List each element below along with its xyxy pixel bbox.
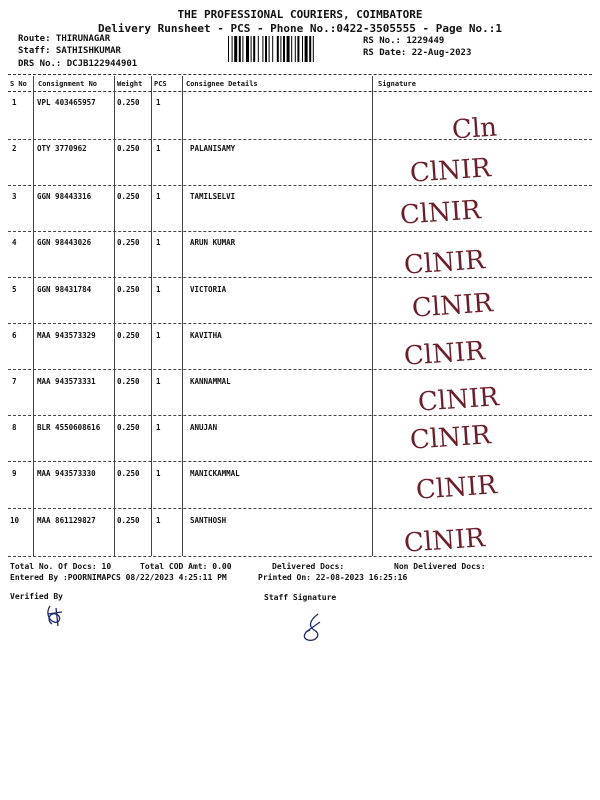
row-pcs: 1 <box>156 469 161 478</box>
barcode-bar <box>272 36 273 62</box>
row-separator <box>8 185 592 186</box>
col-consignee: Consignee Details <box>186 80 258 88</box>
row-consignment: MAA 943573330 <box>37 469 96 478</box>
row-signature: ClNIR <box>409 153 492 189</box>
verified-by-label: Verified By <box>10 592 63 601</box>
row-separator <box>8 461 592 462</box>
staff-signature-scribble <box>298 612 328 644</box>
row-weight: 0.250 <box>117 377 140 386</box>
barcode-bar <box>262 36 263 62</box>
rs-number: RS No.: 1229449 <box>363 36 445 46</box>
column-divider <box>114 76 115 556</box>
runsheet-subtitle: Delivery Runsheet - PCS - Phone No.:0422-3505555 - Page No.:1 <box>98 22 502 35</box>
row-signature: ClNIR <box>403 245 486 281</box>
row-sno: 8 <box>12 423 17 432</box>
row-consignee: SANTHOSH <box>190 516 227 525</box>
header-rule-bottom <box>8 91 592 92</box>
row-separator <box>8 369 592 370</box>
row-pcs: 1 <box>156 144 161 153</box>
row-pcs: 1 <box>156 238 161 247</box>
row-pcs: 1 <box>156 377 161 386</box>
row-consignee: PALANISAMY <box>190 144 236 153</box>
verifier-signature-scribble <box>42 602 68 628</box>
row-consignee: MANICKAMMAL <box>190 469 240 478</box>
barcode-bar <box>269 36 270 62</box>
row-pcs: 1 <box>156 98 161 107</box>
barcode-bar <box>283 36 285 62</box>
row-consignment: GGN 98443316 <box>37 192 92 201</box>
barcode-bar <box>228 36 229 62</box>
rs-date: RS Date: 22-Aug-2023 <box>363 48 472 58</box>
row-consignment: VPL 403465957 <box>37 98 96 107</box>
row-signature: ClNIR <box>403 523 486 559</box>
entered-by: Entered By :POORNIMAPCS 08/22/2023 4:25:11 PM <box>10 573 227 582</box>
barcode-bar <box>258 36 259 62</box>
barcode-bar <box>297 36 299 62</box>
row-consignment: MAA 943573329 <box>37 331 96 340</box>
row-signature: ClNIR <box>409 420 492 456</box>
printed-on: Printed On: 22-08-2023 16:25:16 <box>258 573 408 582</box>
row-pcs: 1 <box>156 192 161 201</box>
row-signature: ClNIR <box>417 382 500 418</box>
row-consignment: GGN 98443026 <box>37 238 92 247</box>
barcode-bar <box>242 36 243 62</box>
row-consignee: KANNAMMAL <box>190 377 231 386</box>
barcode-bar <box>287 36 290 62</box>
row-weight: 0.250 <box>117 98 140 107</box>
row-consignment: GGN 98431784 <box>37 285 92 294</box>
col-signature: Signature <box>378 80 416 88</box>
barcode-bar <box>277 36 279 62</box>
non-delivered-docs: Non Delivered Docs: <box>394 562 486 571</box>
row-consignee: VICTORIA <box>190 285 227 294</box>
drs-number: DRS No.: DCJB122944901 <box>18 59 138 69</box>
row-consignee: ARUN KUMAR <box>190 238 236 247</box>
delivered-docs: Delivered Docs: <box>272 562 345 571</box>
row-weight: 0.250 <box>117 516 140 525</box>
row-signature: ClNIR <box>411 288 494 324</box>
row-sno: 6 <box>12 331 17 340</box>
row-weight: 0.250 <box>117 144 140 153</box>
barcode-bar <box>232 36 233 62</box>
row-separator <box>8 323 592 324</box>
barcode-bar <box>291 36 292 62</box>
row-weight: 0.250 <box>117 238 140 247</box>
col-pcs: PCS <box>154 80 167 88</box>
column-divider <box>372 76 373 556</box>
staff-label: Staff: SATHISHKUMAR <box>18 46 121 56</box>
row-signature: Cln <box>451 112 498 146</box>
column-divider <box>33 76 34 556</box>
row-pcs: 1 <box>156 423 161 432</box>
staff-signature-label: Staff Signature <box>264 593 337 602</box>
row-sno: 2 <box>12 144 17 153</box>
row-sno: 9 <box>12 469 17 478</box>
barcode-bar <box>253 36 255 62</box>
row-separator <box>8 556 592 557</box>
row-sno: 7 <box>12 377 17 386</box>
barcode-bar <box>309 36 311 62</box>
row-weight: 0.250 <box>117 423 140 432</box>
row-sno: 5 <box>12 285 17 294</box>
barcode-bar <box>280 36 281 62</box>
barcode-bar <box>295 36 296 62</box>
column-divider <box>151 76 152 556</box>
row-consignee: TAMILSELVI <box>190 192 236 201</box>
row-pcs: 1 <box>156 331 161 340</box>
row-separator <box>8 508 592 509</box>
row-signature: ClNIR <box>399 195 482 231</box>
row-consignee: KAVITHA <box>190 331 222 340</box>
row-separator <box>8 277 592 278</box>
row-consignment: MAA 943573331 <box>37 377 96 386</box>
row-sno: 3 <box>12 192 17 201</box>
barcode-bar <box>251 36 252 62</box>
row-consignment: MAA 861129827 <box>37 516 96 525</box>
row-separator <box>8 139 592 140</box>
barcode-bar <box>313 36 314 62</box>
row-weight: 0.250 <box>117 285 140 294</box>
row-separator <box>8 231 592 232</box>
row-weight: 0.250 <box>117 469 140 478</box>
column-divider <box>182 76 183 556</box>
row-signature: ClNIR <box>415 470 498 506</box>
barcode-bar <box>265 36 267 62</box>
barcode-bar <box>305 36 308 62</box>
barcode-bar <box>302 36 303 62</box>
col-sno: S No <box>10 80 27 88</box>
col-consignment: Consignment No <box>38 80 98 88</box>
barcode <box>228 36 358 62</box>
row-consignment: BLR 4550608616 <box>37 423 101 432</box>
row-consignee: ANUJAN <box>190 423 218 432</box>
company-title: THE PROFESSIONAL COURIERS, COIMBATORE <box>177 8 423 21</box>
row-sno: 4 <box>12 238 17 247</box>
row-separator <box>8 415 592 416</box>
row-weight: 0.250 <box>117 192 140 201</box>
row-pcs: 1 <box>156 285 161 294</box>
total-docs: Total No. Of Docs: 10 <box>10 562 112 571</box>
route-label: Route: THIRUNAGAR <box>18 34 111 44</box>
row-pcs: 1 <box>156 516 161 525</box>
barcode-bar <box>246 36 249 62</box>
barcode-bar <box>239 36 241 62</box>
row-consignment: OTY 3770962 <box>37 144 87 153</box>
row-weight: 0.250 <box>117 331 140 340</box>
total-cod: Total COD Amt: 0.00 <box>140 562 232 571</box>
barcode-bar <box>234 36 237 62</box>
col-weight: Weight <box>117 80 143 88</box>
row-sno: 1 <box>12 98 17 107</box>
row-sno: 10 <box>10 516 20 525</box>
row-signature: ClNIR <box>403 336 486 372</box>
header-rule-top <box>8 74 592 75</box>
